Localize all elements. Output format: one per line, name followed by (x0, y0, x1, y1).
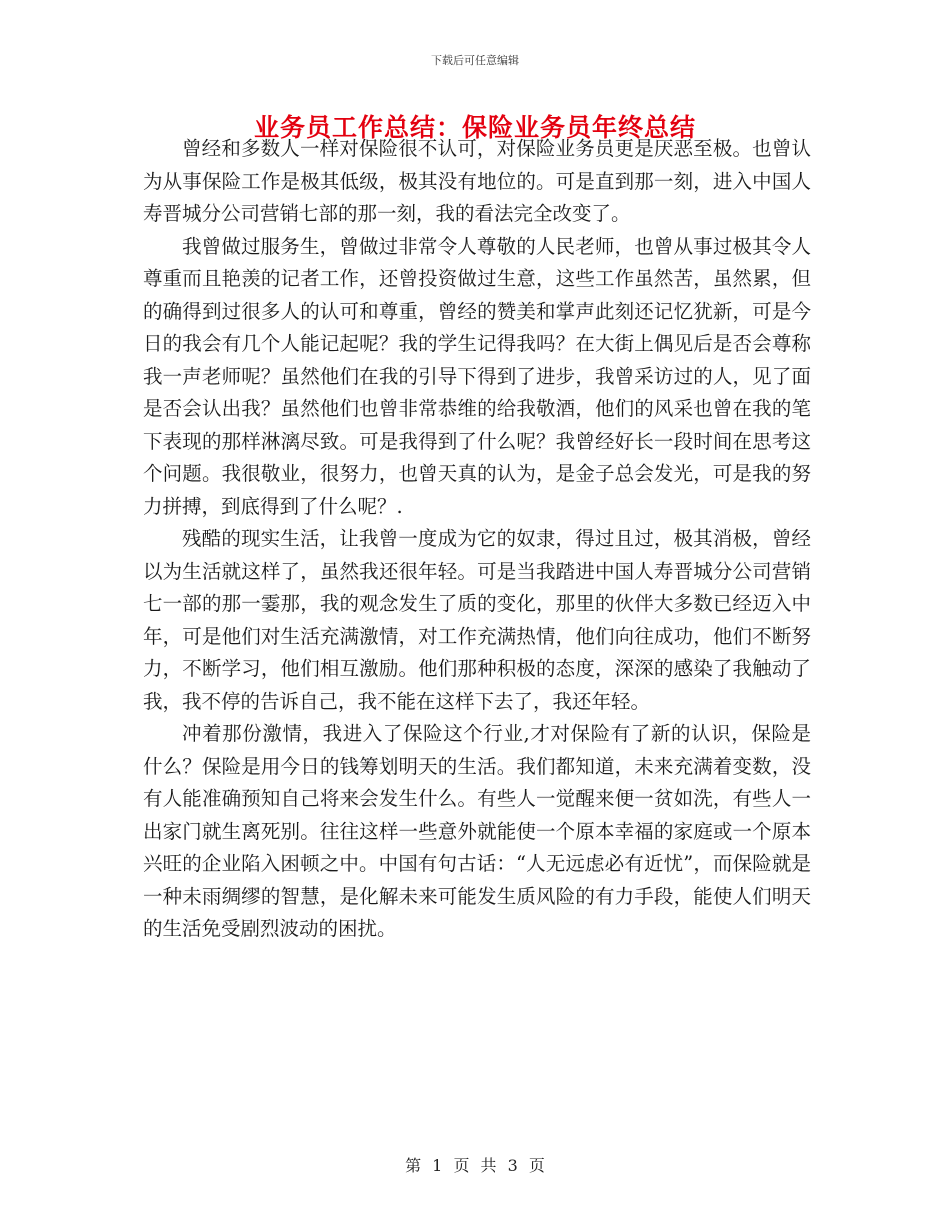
page-number-footer: 第 1 页 共 3 页 (405, 1156, 545, 1175)
paragraph: 残酷的现实生活，让我曾一度成为它的奴隶，得过且过，极其消极，曾经以为生活就这样了，虽然我还很年轻。可是当我踏进中国人寿晋城分公司营销七一部的那一霎那，我的观念发生了质的变化，那里的伙伴大多数已经迈入中年，可是他们对生活充满激情，对工作充满热情，他们向往成功，他们不断努力，不断学习，他们相互激励。他们那种积极的态度，深深的感染了我触动了我，我不停的告诉自己，我不能在这样下去了，我还年轻。 (143, 527, 811, 713)
paragraph: 我曾做过服务生，曾做过非常令人尊敬的人民老师，也曾从事过极其令人尊重而且艳羡的记者工作，还曾投资做过生意，这些工作虽然苦，虽然累，但的确得到过很多人的认可和尊重，曾经的赞美和掌声此刻还记忆犹新，可是今日的我会有几个人能记起呢？我的学生记得我吗？在大街上偶见后是否会尊称我一声老师呢？虽然他们在我的引导下得到了进步，我曾采访过的人，见了面是否会认出我？虽然他们也曾非常恭维的给我敬酒，他们的风采也曾在我的笔下表现的那样淋漓尽致。可是我得到了什么呢？我曾经好长一段时间在思考这个问题。我很敬业，很努力，也曾天真的认为，是金子总会发光，可是我的努力拼搏，到底得到了什么呢？. (143, 234, 811, 518)
document-body (143, 133, 811, 946)
page-header-note: 下载后可任意编辑 (431, 54, 519, 67)
document-title: 业务员工作总结：保险业务员年终总结 (253, 113, 696, 142)
paragraph: 曾经和多数人一样对保险很不认可，对保险业务员更是厌恶至极。也曾认为从事保险工作是极其低级，极其没有地位的。可是直到那一刻，进入中国人寿晋城分公司营销七部的那一刻，我的看法完全改变了。 (143, 137, 811, 225)
paragraph: 冲着那份激情，我进入了保险这个行业,才对保险有了新的认识，保险是什么？保险是用今日的钱筹划明天的生活。我们都知道，未来充满着变数，没有人能准确预知自己将来会发生什么。有些人一觉醒来便一贫如洗，有些人一出家门就生离死别。往往这样一些意外就能使一个原本幸福的家庭或一个原本兴旺的企业陷入困顿之中。中国有句古话：“人无远虑必有近忧”，而保险就是一种未雨绸缪的智慧，是化解未来可能发生质风险的有力手段，能使人们明天的生活免受剧烈波动的困扰。 (143, 722, 811, 940)
